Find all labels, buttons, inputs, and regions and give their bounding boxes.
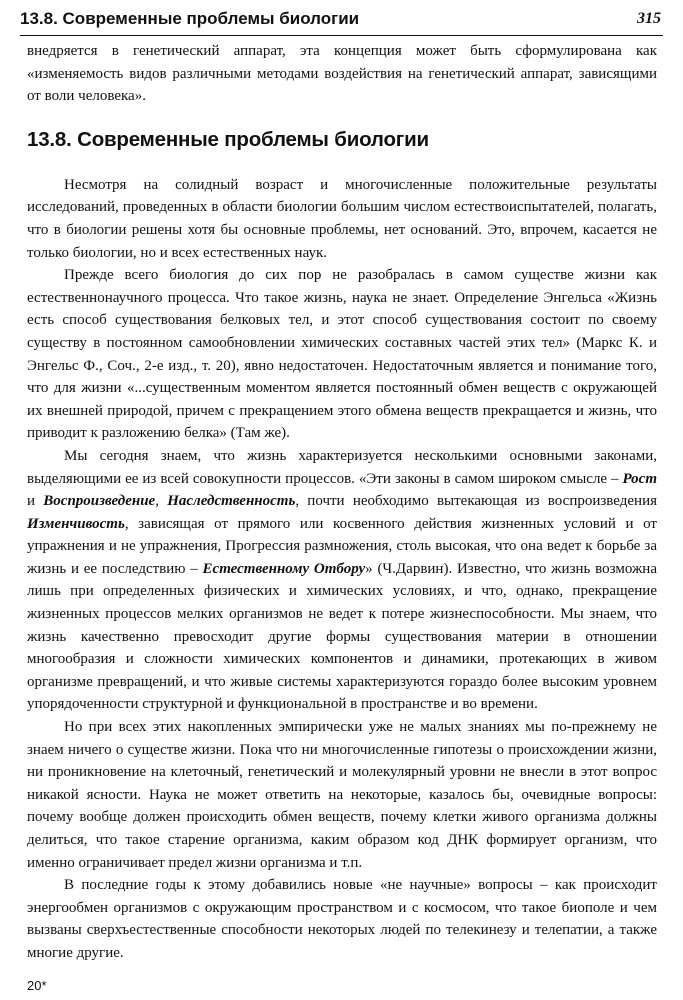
paragraph-4: Но при всех этих накопленных эмпирически уже не малых знаниях мы по-прежнему не знаем ничего о существе жизни. Пока что ни многочисленные гипотезы о происхождении жизни, ни проникновение на клеточный, генетический и молекулярный уровни не внесли в этот вопрос никакой ясности. Наука не может ответить на некоторые, казалось бы, очевидные вопросы: почему вообще должен происходить обмен веществ, почему клетки живого организма должны делиться, что такое старение организма, каким образом код ДНК формирует организм, что именно ограничивает предел жизни организма и т.п.: [27, 719, 657, 871]
text-run: » (Ч.Дарвин). Известно, что жизнь возможна лишь при определенных физических и химических условиях, и что, однако, прекращение жизненных процессов мелких организмов не ведет к потере жизнеспособности. Мы знаем, что жизнь качественно превосходит другие формы существования материи в отношении многообразия и сложности химических компонентов и динамики, протекающих в живом организме превращений, и что живые системы характеризуются гораздо более высоким уровнем упорядоченности структурной и функциональной в пространстве и во времени.: [27, 560, 657, 713]
running-header: [20, 9, 663, 36]
paragraph-5: В последние годы к этому добавились новые «не научные» вопросы – как происходит энергообмен организмов с окружающим пространством и с космосом, что такое биополе и чем вызваны сверхъестественные способности некоторых людей по телекинезу и телепатии, а также многие другие.: [27, 877, 657, 961]
emphasis-growth: Рост: [622, 470, 657, 487]
text-run: и: [27, 493, 44, 510]
signature-mark: 20*: [27, 978, 47, 993]
text-run: Мы сегодня знаем, что жизнь характеризуется несколькими основными законами, выделяющими ее из всей совокупности процессов. «Эти законы в самом широком смысле –: [27, 447, 657, 487]
emphasis-reproduction: Воспроизведение: [43, 493, 156, 510]
running-title: 13.8. Современные проблемы биологии: [20, 9, 360, 28]
body-text: [27, 40, 657, 965]
emphasis-variability: Изменчивость: [27, 515, 125, 532]
page-number: 315: [637, 10, 661, 27]
paragraph-1: Несмотря на солидный возраст и многочисленные положительные результаты исследований, проведенных в области биологии большим числом естествоиспытателей, полагать, что в биологии решены хотя бы основные проблемы, нет оснований. Это, впрочем, касается не только биологии, но и всех естественных наук.: [27, 176, 657, 261]
section-heading: 13.8. Современные проблемы биологии: [27, 127, 429, 151]
emphasis-natural-selection: Естественному Отбору: [202, 560, 366, 577]
text-run: ,: [155, 493, 168, 510]
intro-paragraph: внедряется в генетический аппарат, эта концепция может быть сформулирована как «изменяемость видов различными методами воздействия на генетический аппарат, зависящими от воли человека».: [27, 43, 657, 105]
text-run: , почти необходимо вытекающая из воспроизведения: [295, 493, 657, 510]
paragraph-2: Прежде всего биология до сих пор не разобралась в самом существе жизни как естественнонаучного процесса. Что такое жизнь, наука не знает. Определение Энгельса «Жизнь есть способ существования белковых тел, и этот способ существования состоит по своему существу в постоянном самообновлении химических составных частей этих тел» (Маркс К. и Энгельс Ф., Соч., 2-е изд., т. 20), явно недостаточен. Недостаточным является и понимание того, что для жизни «...существенным моментом является постоянный обмен веществ с окружающей их внешней природой, причем с прекращением этого обмена веществ прекращается и жизнь, что приводит к разложению белка» (Там же).: [27, 267, 657, 442]
emphasis-heredity: Наследственность: [167, 493, 296, 510]
paragraph-3: [27, 445, 657, 716]
text-run: , зависящая от прямого или косвенного действия жизненных условий и от упражнения и не упражнения, Прогрессия размножения, столь высокая, что она ведет к борьбе за жизнь и ее последствию –: [27, 515, 657, 577]
